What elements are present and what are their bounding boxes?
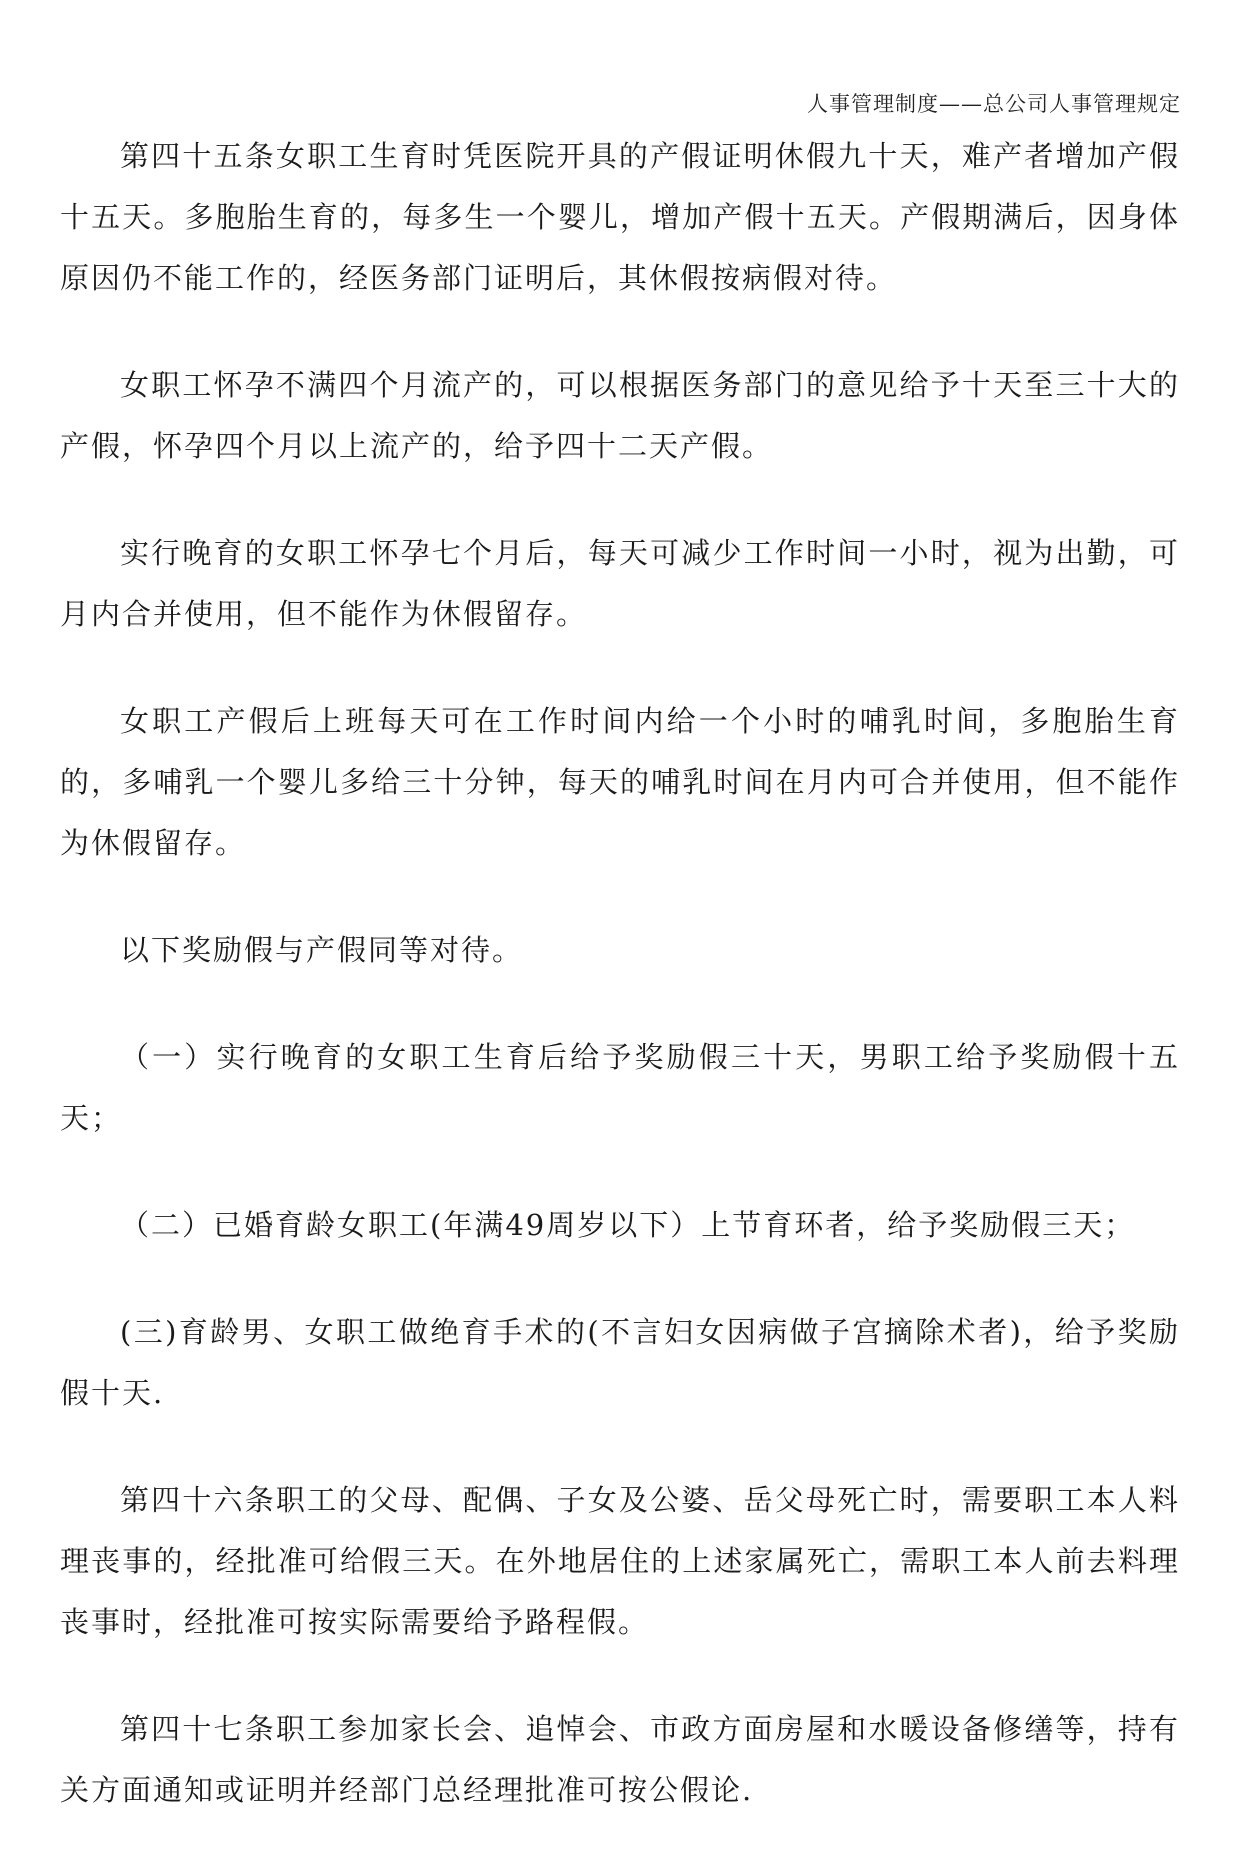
- paragraph-article-46: 第四十六条职工的父母、配偶、子女及公婆、岳父母死亡时，需要职工本人料理丧事的，经批准可给假三天。在外地居住的上述家属死亡，需职工本人前去料理丧事时，经批准可按实际需要给予路程假。: [60, 1483, 1180, 1639]
- paragraph-late-childbirth-hours: 实行晚育的女职工怀孕七个月后，每天可减少工作时间一小时，视为出勤，可月内合并使用，但不能作为休假留存。: [60, 536, 1180, 631]
- list-item-reward-3: (三)育龄男、女职工做绝育手术的(不言妇女因病做子宫摘除术者)，给予奖励假十天.: [60, 1315, 1180, 1410]
- paragraph-miscarriage-leave: 女职工怀孕不满四个月流产的，可以根据医务部门的意见给予十天至三十大的产假，怀孕四个月以上流产的，给予四十二天产假。: [60, 368, 1180, 463]
- list-item-reward-2: （二）已婚育龄女职工(年满49周岁以下）上节育环者，给予奖励假三天；: [120, 1208, 1136, 1242]
- paragraph-article-47: 第四十七条职工参加家长会、追悼会、市政方面房屋和水暖设备修缮等，持有关方面通知或证明并经部门总经理批准可按公假论.: [60, 1712, 1180, 1807]
- list-item-reward-1: （一）实行晚育的女职工生育后给予奖励假三十天，男职工给予奖励假十五天；: [60, 1040, 1180, 1135]
- paragraph-nursing-time: 女职工产假后上班每天可在工作时间内给一个小时的哺乳时间，多胞胎生育的，多哺乳一个婴儿多给三十分钟，每天的哺乳时间在月内可合并使用，但不能作为休假留存。: [60, 704, 1180, 860]
- paragraph-article-45: 第四十五条女职工生育时凭医院开具的产假证明休假九十天，难产者增加产假十五天。多胞胎生育的，每多生一个婴儿，增加产假十五天。产假期满后，因身体原因仍不能工作的，经医务部门证明后，其休假按病假对待。: [60, 139, 1180, 295]
- document-body: [60, 126, 1180, 1867]
- paragraph-reward-leave-intro: 以下奖励假与产假同等对待。: [120, 933, 524, 967]
- running-header: 人事管理制度——总公司人事管理规定: [807, 92, 1181, 116]
